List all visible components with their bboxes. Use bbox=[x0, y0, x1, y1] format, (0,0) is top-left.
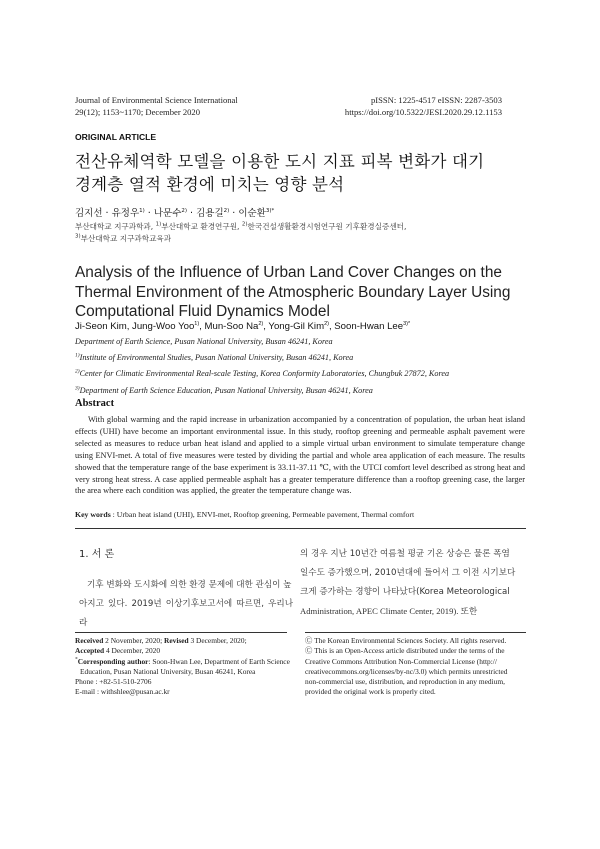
korean-author-4: · 김용길 bbox=[187, 208, 224, 219]
affiliation-text: Department of Earth Science Education, Pusan National University, Busan 46241, Korea bbox=[79, 385, 373, 395]
corresponding-label: Corresponding author bbox=[77, 656, 149, 666]
korean-author-5: · 이순환 bbox=[229, 208, 266, 219]
korean-affiliations bbox=[75, 221, 406, 245]
superscript: 3)* bbox=[403, 320, 411, 327]
author-name: Ji-Seon Kim, Jung-Woo Yoo bbox=[75, 321, 195, 332]
superscript: 1) bbox=[155, 221, 162, 228]
corresponding-text: : Soon-Hwan Lee, Department of Earth Science bbox=[148, 656, 290, 666]
superscript: 3)* bbox=[265, 207, 275, 214]
english-title-line2: Thermal Environment of the Atmospheric Boundary Layer Using bbox=[75, 283, 511, 301]
affiliation-text: Institute of Environmental Studies, Pusan National University, Busan 46241, Korea bbox=[79, 353, 354, 363]
affiliation-text: 부산대학교 지구과학과, bbox=[75, 222, 156, 231]
accepted-label: Accepted bbox=[75, 646, 105, 656]
corresponding-line2: Education, Pusan National University, Busan 46241, Korea bbox=[80, 666, 256, 676]
intro-left-line1: 기후 변화와 도시화에 의한 환경 문제에 대한 관심이 높 bbox=[87, 580, 292, 590]
intro-left-line2: 아지고 있다. 2019년 이상기후보고서에 따르면, 우리나라 bbox=[79, 599, 293, 628]
korean-affiliation-line2 bbox=[75, 233, 406, 245]
superscript: 2) bbox=[75, 368, 80, 375]
keywords bbox=[75, 510, 414, 519]
english-title bbox=[75, 263, 510, 322]
intro-right-line2: 일수도 증가했으며, 2010년대에 들어서 그 이전 시기보다 bbox=[300, 568, 516, 578]
english-affiliations bbox=[75, 334, 449, 399]
journal-volume: 29(12); 1153~1170; December 2020 bbox=[75, 106, 201, 117]
license-line3[interactable]: creativecommons.org/licenses/by-nc/3.0) which permits unrestricted bbox=[305, 666, 508, 676]
superscript: 1) bbox=[75, 352, 80, 359]
footnote-left bbox=[75, 636, 290, 698]
keywords-text: : Urban heat island (UHI), ENVI-met, Rooftop greening, Permeable pavement, Thermal comfort bbox=[110, 510, 415, 519]
korean-title-line1: 전산유체역학 모델을 이용한 도시 지표 피복 변화가 대기 bbox=[75, 152, 485, 171]
intro-right-line4: Administration, APEC Climate Center, 2019). 또한 bbox=[300, 606, 478, 616]
author-name: , Soon-Hwan Lee bbox=[328, 321, 404, 332]
korean-author-1-2: 김지선 · 유정우 bbox=[75, 208, 140, 219]
superscript: 2) bbox=[258, 320, 264, 327]
email[interactable]: E-mail : withshlee@pusan.ac.kr bbox=[75, 687, 170, 697]
korean-title bbox=[75, 150, 484, 196]
korean-author-3: · 나문수 bbox=[144, 208, 182, 219]
korean-title-line2: 경계층 열적 환경에 미치는 영향 분석 bbox=[75, 175, 345, 194]
accepted-date: 4 December, 2020 bbox=[104, 646, 161, 656]
superscript: 1) bbox=[194, 320, 200, 327]
affiliation-text: 한국건설생활환경시험연구원 기후환경실증센터, bbox=[247, 222, 407, 231]
footnote-divider-left bbox=[75, 632, 287, 633]
intro-left-column bbox=[79, 576, 293, 633]
superscript: 3) bbox=[75, 384, 80, 391]
author-name: , Mun-Soo Na bbox=[199, 321, 259, 332]
article-type: ORIGINAL ARTICLE bbox=[75, 132, 157, 142]
affiliation-text: 부산대학교 지구과학교육과 bbox=[80, 234, 172, 243]
accepted-line bbox=[75, 646, 290, 656]
affiliation-3 bbox=[75, 383, 449, 399]
doi-link[interactable]: https://doi.org/10.5322/JESI.2020.29.12.1153 bbox=[344, 106, 502, 117]
footnote-divider-right bbox=[305, 632, 526, 633]
abstract-divider bbox=[75, 528, 526, 529]
license-line4: non-commercial use, distribution, and reproduction in any medium, bbox=[305, 677, 505, 687]
received-label: Received bbox=[75, 636, 104, 645]
superscript: 2) bbox=[241, 221, 248, 228]
superscript: 2) bbox=[324, 320, 329, 327]
abstract-heading: Abstract bbox=[75, 398, 115, 409]
license-line2: Creative Commons Attribution Non-Commercial License (http:// bbox=[305, 656, 497, 666]
section-heading-intro: 1. 서 론 bbox=[79, 549, 115, 560]
received-date: 2 November, 2020; bbox=[103, 636, 164, 645]
corresponding-line bbox=[75, 657, 290, 667]
intro-right-line1: 의 경우 지난 10년간 여름철 평균 기온 상승은 물론 폭염 bbox=[300, 549, 510, 559]
revised-label: Revised bbox=[164, 636, 189, 645]
affiliation-text: 부산대학교 환경연구원, bbox=[161, 222, 242, 231]
affiliation-text: Center for Climatic Environmental Real-scale Testing, Korea Conformity Laboratories, Chungbuk 27872, Korea bbox=[79, 369, 450, 379]
affiliation-0: Department of Earth Science, Pusan National University, Busan 46241, Korea bbox=[75, 337, 333, 346]
copyright-line: Ⓒ The Korean Environmental Sciences Society. All rights reserved. bbox=[305, 636, 507, 645]
affiliation-2 bbox=[75, 366, 449, 382]
affiliation-1 bbox=[75, 350, 449, 366]
english-title-line3: Computational Fluid Dynamics Model bbox=[75, 303, 330, 320]
license-line5: provided the original work is properly cited. bbox=[305, 687, 436, 697]
keywords-label: Key words bbox=[75, 510, 111, 519]
journal-header-right bbox=[345, 95, 502, 118]
license-line1: Ⓒ This is an Open-Access article distributed under the terms of the bbox=[305, 646, 505, 656]
intro-right-line3: 크게 증가하는 경향이 나타났다(Korea Meteorological bbox=[300, 587, 510, 597]
korean-authors bbox=[75, 205, 274, 219]
superscript: 3) bbox=[75, 233, 81, 240]
journal-header-left bbox=[75, 95, 238, 118]
english-authors bbox=[75, 321, 410, 332]
author-name: , Yong-Gil Kim bbox=[263, 321, 325, 332]
phone: Phone : +82-51-510-2706 bbox=[75, 677, 152, 687]
revised-date: 3 December, 2020; bbox=[188, 636, 247, 645]
superscript: 2) bbox=[223, 207, 230, 214]
journal-name: Journal of Environmental Science International bbox=[75, 95, 238, 105]
superscript: 1) bbox=[139, 207, 145, 214]
korean-affiliation-line1 bbox=[75, 221, 406, 233]
issn: pISSN: 1225-4517 eISSN: 2287-3503 bbox=[370, 95, 502, 105]
intro-right-column bbox=[300, 545, 526, 621]
english-title-line1: Analysis of the Influence of Urban Land Cover Changes on the bbox=[75, 264, 502, 281]
superscript: 2) bbox=[181, 207, 188, 214]
footnote-right bbox=[305, 636, 526, 698]
abstract-text: With global warming and the rapid increase in urbanization accompanied by a concentration of population, the urban heat island effects (UHI) have become an important environmental issue. In this study, rooftop greening and permeable asphalt pavement were selected as measures to reduce urban heat island and applied to a simple virtual urban environment to simulate temperature change using ENVI-met. A total of five measures were tested by dividing the partial and whole area application of each measure. The results showed that the temperature range of the base experiment is 33.11-37.11 ℃, with the UTCI comfort level described as strong heat and very strong heat stress. A case applied permeable asphalt has a greater temperature difference than a rooftop greening case, the larger the area where each condition was applied, the greater the temperature change was. bbox=[75, 415, 525, 496]
superscript: * bbox=[75, 656, 78, 663]
received-line bbox=[75, 636, 290, 646]
